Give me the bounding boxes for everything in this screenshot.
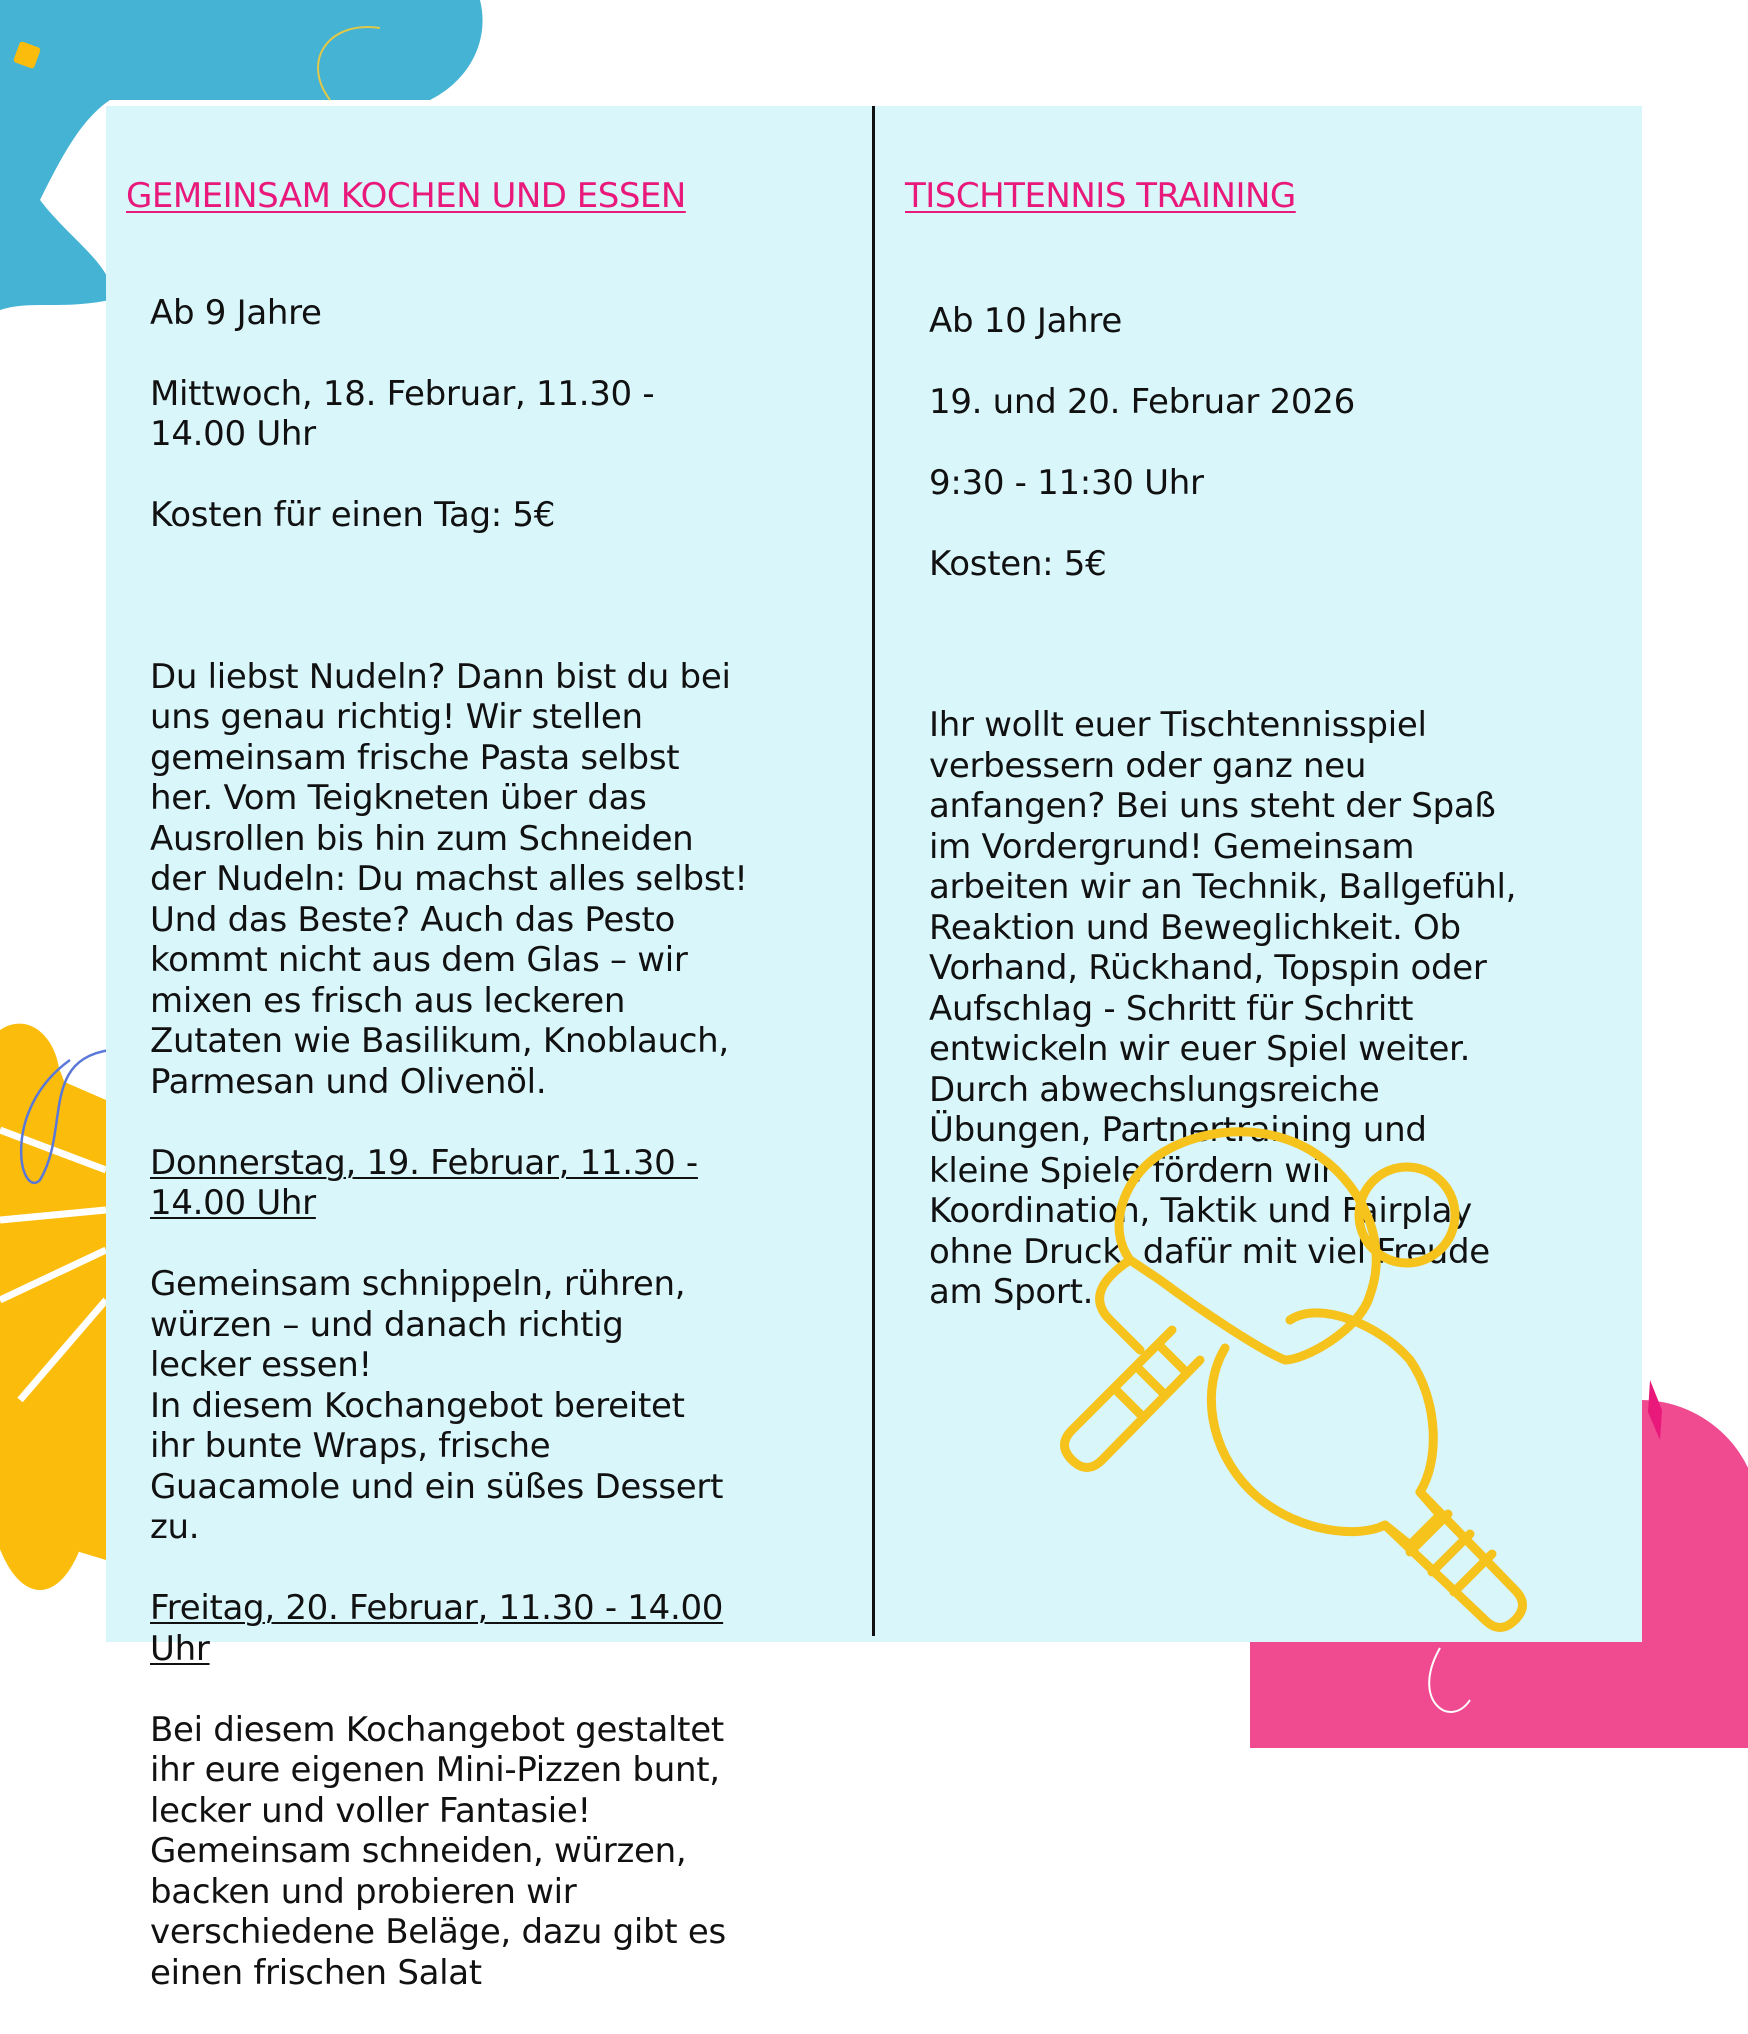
cooking-date-wednesday: Mittwoch, 18. Februar, 11.30 - 14.00 Uhr [150,373,655,454]
table-tennis-heading: TISCHTENNIS TRAINING [905,176,1296,216]
table-tennis-paddles-icon [1060,1120,1560,1640]
cooking-heading: GEMEINSAM KOCHEN UND ESSEN [126,176,686,216]
yellow-flower-shape [0,1024,106,1590]
cooking-cost: Kosten für einen Tag: 5€ [150,495,556,535]
cooking-description-wraps: Gemeinsam schnippeln, rühren, würzen – und danach richtig lecker essen! In diesem Kochangebot bereitet ihr bunte Wraps, frische Guacamole und ein süßes Dessert zu. [150,1264,724,1547]
table-tennis-dates: 19. und 20. Februar 2026 [929,381,1355,422]
table-tennis-age: Ab 10 Jahre [929,300,1122,341]
cooking-age: Ab 9 Jahre [150,292,322,333]
column-divider [872,106,875,1636]
cooking-date-thursday: Donnerstag, 19. Februar, 11.30 - 14.00 Uhr [150,1142,698,1223]
spacer [150,576,826,616]
cooking-description-pizza: Bei diesem Kochangebot gestaltet ihr eure eigenen Mini-Pizzen bunt, lecker und voller Fantasie! Gemeinsam schneiden, würzen, backen und probieren wir verschiedene Beläge, dazu gibt es einen frischen Salat [150,1709,726,1993]
table-tennis-description: Ihr wollt euer Tischtennisspiel verbessern oder ganz neu anfangen? Bei uns steht der Spaß im Vordergrund! Gemeinsam arbeiten wir an Technik, Ballgefühl, Reaktion und Beweglichkeit. Ob Vorhand, Rückhand, Topspin oder Aufschlag - Schritt für Schritt entwickeln wir euer Spiel weiter. Durch abwechslungsreiche Übungen, Partnertraining und kleine Spiele fördern wir Koordination, Taktik und Fairplay ohne Druck, dafür mit viel Freude am Sport. [929,705,1517,1312]
cooking-section [126,170,826,2034]
cooking-body [150,252,826,2034]
spacer [929,625,1595,665]
table-tennis-time: 9:30 - 11:30 Uhr [929,462,1204,503]
cooking-description-pasta: Du liebst Nudeln? Dann bist du bei uns genau richtig! Wir stellen gemeinsam frische Pasta selbst her. Vom Teigkneten über das Ausrollen bis hin zum Schneiden der Nudeln: Du machst alles selbst! Und das Beste? Auch das Pesto kommt nicht aus dem Glas – wir mixen es frisch aus leckeren Zutaten wie Basilikum, Knoblauch, Parmesan und Olivenöl. [150,656,748,1102]
table-tennis-cost: Kosten: 5€ [929,543,1107,584]
cooking-date-friday: Freitag, 20. Februar, 11.30 - 14.00 Uhr [150,1588,724,1669]
